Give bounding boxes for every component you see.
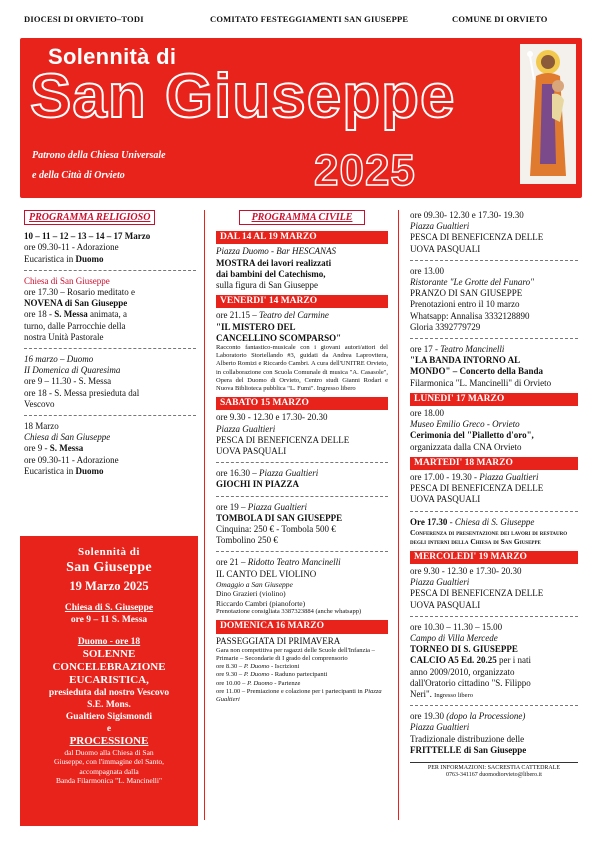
event-time: ore 19 – Piazza Gualtieri (216, 501, 308, 512)
event-time: ore 9.30 - 12.30 e 17.30- 20.30 (410, 565, 522, 576)
event-time: ore 9.30 - 12.30 e 17.30- 20.30 (216, 412, 328, 423)
banner-year: 2025 (314, 146, 416, 195)
event-title: dai bambini del Catechismo, (216, 268, 326, 279)
header-diocesi: DIOCESI DI ORVIETO–TODI (24, 14, 144, 24)
event-place: Museo Emilio Greco - Orvieto (410, 419, 520, 430)
religioso-date: 18 Marzo (24, 421, 59, 432)
religioso-text: NOVENA di San Giuseppe (24, 298, 128, 309)
event-title: PASSEGGIATA DI PRIMAVERA (216, 635, 341, 646)
date-bar: MARTEDI' 18 MARZO (410, 457, 578, 470)
event-title: MONDO" – Concerto della Banda (410, 366, 544, 377)
event-place: Piazza Gualtieri (410, 577, 470, 588)
religioso-date: 16 marzo – Duomo (24, 354, 94, 365)
religioso-title: PROGRAMMA RELIGIOSO (24, 210, 155, 225)
separator (410, 260, 578, 261)
solbox-line: SOLENNE (82, 648, 136, 660)
religioso-text: Eucaristica in Duomo (24, 253, 104, 264)
event-time: ore 17 - Teatro Mancinelli (410, 344, 505, 355)
religioso-block-3 (24, 354, 196, 410)
header-comitato: COMITATO FESTEGGIAMENTI SAN GIUSEPPE (210, 14, 409, 24)
separator (24, 270, 196, 271)
solbox-line: San Giuseppe (66, 560, 152, 575)
event-text: Tradizionale distribuzione delle (410, 733, 525, 744)
event-text: Neri". Ingresso libero (410, 688, 473, 699)
separator (216, 496, 388, 497)
solbox-date: 19 Marzo 2025 (69, 579, 149, 593)
event-title: UOVA PASQUALI (216, 446, 287, 457)
event-title: TOMBOLA DI SAN GIUSEPPE (216, 512, 343, 523)
religioso-text: ore 17.30 – Rosario meditato e (24, 287, 135, 298)
religioso-text: ore 09.30-11 - Adorazione (24, 454, 119, 465)
solbox-line: Giuseppe, con l'immagine del Santo, (53, 757, 165, 767)
solbox-line: CONCELEBRAZIONE (52, 661, 166, 673)
event-text: anno 2009/2010, organizzato (410, 666, 515, 677)
event-time: ore 21 – Ridotto Teatro Mancinelli (216, 557, 341, 568)
religioso-place: Chiesa di San Giuseppe (24, 432, 111, 443)
event-time: Ore 17.30 - Chiesa di S. Giuseppe (410, 516, 535, 527)
event-time: ore 19.30 (dopo la Processione) (410, 711, 526, 722)
event-title: TORNEO DI S. GIUSEPPE (410, 644, 518, 655)
solennita-box (20, 536, 198, 826)
banner-solennita: Solennità di (48, 44, 177, 69)
event-text: Omaggio a San Giuseppe (216, 579, 293, 589)
solbox-line: ore 9 – 11 S. Messa (70, 615, 148, 625)
saint-joseph-image (520, 44, 576, 184)
religioso-block-2 (24, 276, 196, 343)
programma-civile-cont (410, 210, 578, 780)
event-title: PESCA DI BENEFICENZA DELLE (216, 434, 350, 445)
event-title: MOSTRA dei lavori realizzati (216, 257, 332, 268)
religioso-text: turno, dalle Parrocchie della (24, 320, 126, 331)
solbox-line: S.E. Mons. (87, 700, 131, 710)
event-time: ore 17.00 - 19.30 - Piazza Gualtieri (410, 472, 539, 483)
header-comune: COMUNE DI ORVIETO (452, 14, 548, 24)
solbox-line: e (106, 724, 112, 734)
separator (216, 551, 388, 552)
religioso-block-4 (24, 421, 196, 477)
event-title: UOVA PASQUALI (410, 243, 481, 254)
event-time: ore 13.00 (410, 265, 444, 276)
event-title: FRITTELLE di San Giuseppe (410, 744, 527, 755)
separator (24, 415, 196, 416)
event-title: PESCA DI BENEFICENZA DELLE (410, 232, 544, 243)
event-place: Campo di Villa Mercede (410, 632, 498, 643)
solbox-line: dal Duomo alla Chiesa di San (64, 748, 154, 757)
religioso-text: ore 18 - S. Messa animata, a (24, 309, 127, 320)
column-divider-1 (204, 210, 205, 820)
event-place: Piazza Gualtieri (410, 722, 470, 733)
programma-civile (216, 210, 388, 704)
event-time: ore 11.00 – Premiazione e colazione per i partecipanti in Piazza Gualtieri (216, 687, 382, 703)
event-text: Filarmonica "L. Mancinelli" di Orvieto (410, 377, 552, 388)
religioso-text: Eucaristica in Duomo (24, 465, 104, 476)
footer-contact: 0763-341167 duomodiorvieto@libero.it (446, 772, 542, 779)
solbox-line: Duomo - ore 18 (77, 637, 141, 647)
event-text: Riccardo Cambri (pianoforte) (216, 598, 306, 608)
separator (410, 616, 578, 617)
event-text: Tombolino 250 € (216, 535, 278, 546)
banner-subtitle-2: e della Città di Orvieto (32, 170, 125, 181)
header-line (0, 14, 600, 28)
event-text: dall'Oratorio cittadino "S. Filippo (410, 677, 531, 688)
separator (410, 705, 578, 706)
event-text: CALCIO A5 Ed. 20.25 per i nati (410, 655, 532, 666)
event-text: Dino Grazieri (violino) (216, 589, 286, 599)
event-title: GIOCHI IN PIAZZA (216, 479, 300, 490)
event-title: CANCELLINO SCOMPARSO" (216, 332, 342, 343)
date-bar: DOMENICA 16 MARZO (216, 620, 388, 633)
event-text: Cinquina: 250 € - Tombola 500 € (216, 524, 336, 535)
event-title: PRANZO DI SAN GIUSEPPE (410, 288, 523, 299)
info-footer (410, 762, 578, 780)
event-time: ore 09.30- 12.30 e 17.30- 19.30 (410, 210, 524, 220)
event-time: ore 10.30 – 11.30 – 15.00 (410, 621, 503, 632)
event-place: Ristorante "Le Grotte del Funaro" (410, 277, 534, 288)
banner-subtitle-1: Patrono della Chiesa Universale (32, 150, 166, 161)
event-title: UOVA PASQUALI (410, 599, 481, 610)
event-title: "LA BANDA INTORNO AL (410, 355, 521, 366)
date-bar: LUNEDI' 17 MARZO (410, 393, 578, 406)
event-time: ore 21.15 – Teatro del Carmine (216, 310, 329, 321)
religioso-dates: 10 – 11 – 12 – 13 – 14 – 17 Marzo (24, 231, 151, 242)
event-place: Piazza Duomo - Bar HESCANAS (216, 246, 336, 257)
footer-line: PER INFORMAZIONI: SACRESTIA CATTEDRALE (427, 764, 561, 771)
separator (216, 462, 388, 463)
event-description: Racconto fantastico-musicale con i giovani autori/attori del Laboratorio Storiellando #3, guidati da Andrea Laprovitera, Alberto Romizi e Riccardo Cambri. A cura dell'UNITRE Orvieto, in collaborazione con Scuola Comunale di musica "A. Casasole", Opera del Duomo di Orvieto, Centro studi Gianni Rodari e Nuova Biblioteca pubblica "L. Fumi". Ingresso libero (216, 344, 388, 393)
religioso-text: II Domenica di Quaresima (24, 365, 121, 376)
religioso-text: ore 18 - S. Messa presieduta dal (24, 387, 140, 398)
event-place: Piazza Gualtieri (410, 221, 470, 232)
event-text: Prenotazioni entro il 10 marzo (410, 299, 520, 310)
event-title: PESCA DI BENEFICENZA DELLE (410, 483, 544, 494)
event-title: "IL MISTERO DEL (216, 321, 296, 332)
religioso-text: ore 09.30-11 - Adorazione (24, 242, 119, 253)
event-time: ore 18.00 (410, 408, 444, 419)
event-time: ore 16.30 – Piazza Gualtieri (216, 468, 319, 479)
date-bar: VENERDI' 14 MARZO (216, 295, 388, 308)
column-divider-2 (398, 210, 399, 820)
solbox-line: Chiesa di S. Giuseppe (64, 603, 154, 613)
event-title: Cerimonia del "Pialletto d'oro", (410, 430, 534, 441)
event-title: UOVA PASQUALI (410, 494, 481, 505)
event-time: ore 10.00 – P. Duomo - Partenze (216, 679, 301, 687)
event-text: sulla figura di San Giuseppe (216, 280, 318, 291)
solbox-line: Gualtiero Sigismondi (65, 712, 153, 722)
religioso-text: Vescovo (24, 398, 55, 409)
civile-title: PROGRAMMA CIVILE (239, 210, 365, 225)
separator (410, 511, 578, 512)
event-time: ore 9.30 – P. Duomo - Raduno partecipanti (216, 671, 328, 679)
programma-religioso (24, 210, 196, 479)
solbox-line: accompagnata dalla (79, 766, 139, 776)
solbox-line: presieduta dal nostro Vescovo (48, 688, 170, 698)
event-text: Gloria 3392779729 (410, 321, 481, 332)
solbox-line: Banda Filarmonica "L. Mancinelli" (55, 776, 163, 786)
religioso-text: nostra Unità Pastorale (24, 331, 104, 342)
solbox-line: PROCESSIONE (69, 735, 149, 747)
date-bar: DAL 14 AL 19 MARZO (216, 231, 388, 244)
religioso-block-1 (24, 231, 196, 265)
event-time: ore 8.30 – P. Duomo - Iscrizioni (216, 663, 300, 671)
religioso-place: Chiesa di San Giuseppe (24, 275, 110, 286)
solbox-line: Solennità di (78, 546, 140, 558)
date-bar: MERCOLEDI' 19 MARZO (410, 551, 578, 564)
event-text: organizzata dalla CNA Orvieto (410, 441, 522, 452)
religioso-text: ore 9 - S. Messa (24, 443, 84, 454)
solbox-line: EUCARISTICA, (69, 674, 149, 686)
event-description: Gara non competitiva per ragazzi delle Scuole dell'Infanzia – Primarie – Secondarie di I grado del comprensorio (216, 646, 375, 662)
religioso-text: ore 9 – 11.30 - S. Messa (24, 376, 112, 387)
event-title: Conferenza di presentazione dei lavori di restauro degli interni della Chiesa di San Giuseppe (410, 527, 568, 547)
event-text: Whatsapp: Annalisa 3332128890 (410, 310, 530, 321)
event-title: IL CANTO DEL VIOLINO (216, 568, 317, 579)
title-banner (20, 38, 582, 198)
event-title: PESCA DI BENEFICENZA DELLE (410, 588, 544, 599)
separator (410, 338, 578, 339)
date-bar: SABATO 15 MARZO (216, 397, 388, 410)
separator (24, 348, 196, 349)
banner-name: San Giuseppe (30, 62, 456, 131)
event-place: Piazza Gualtieri (216, 423, 276, 434)
event-text: Prenotazione consigliata 3387323884 (anche whatsapp) (216, 608, 362, 616)
